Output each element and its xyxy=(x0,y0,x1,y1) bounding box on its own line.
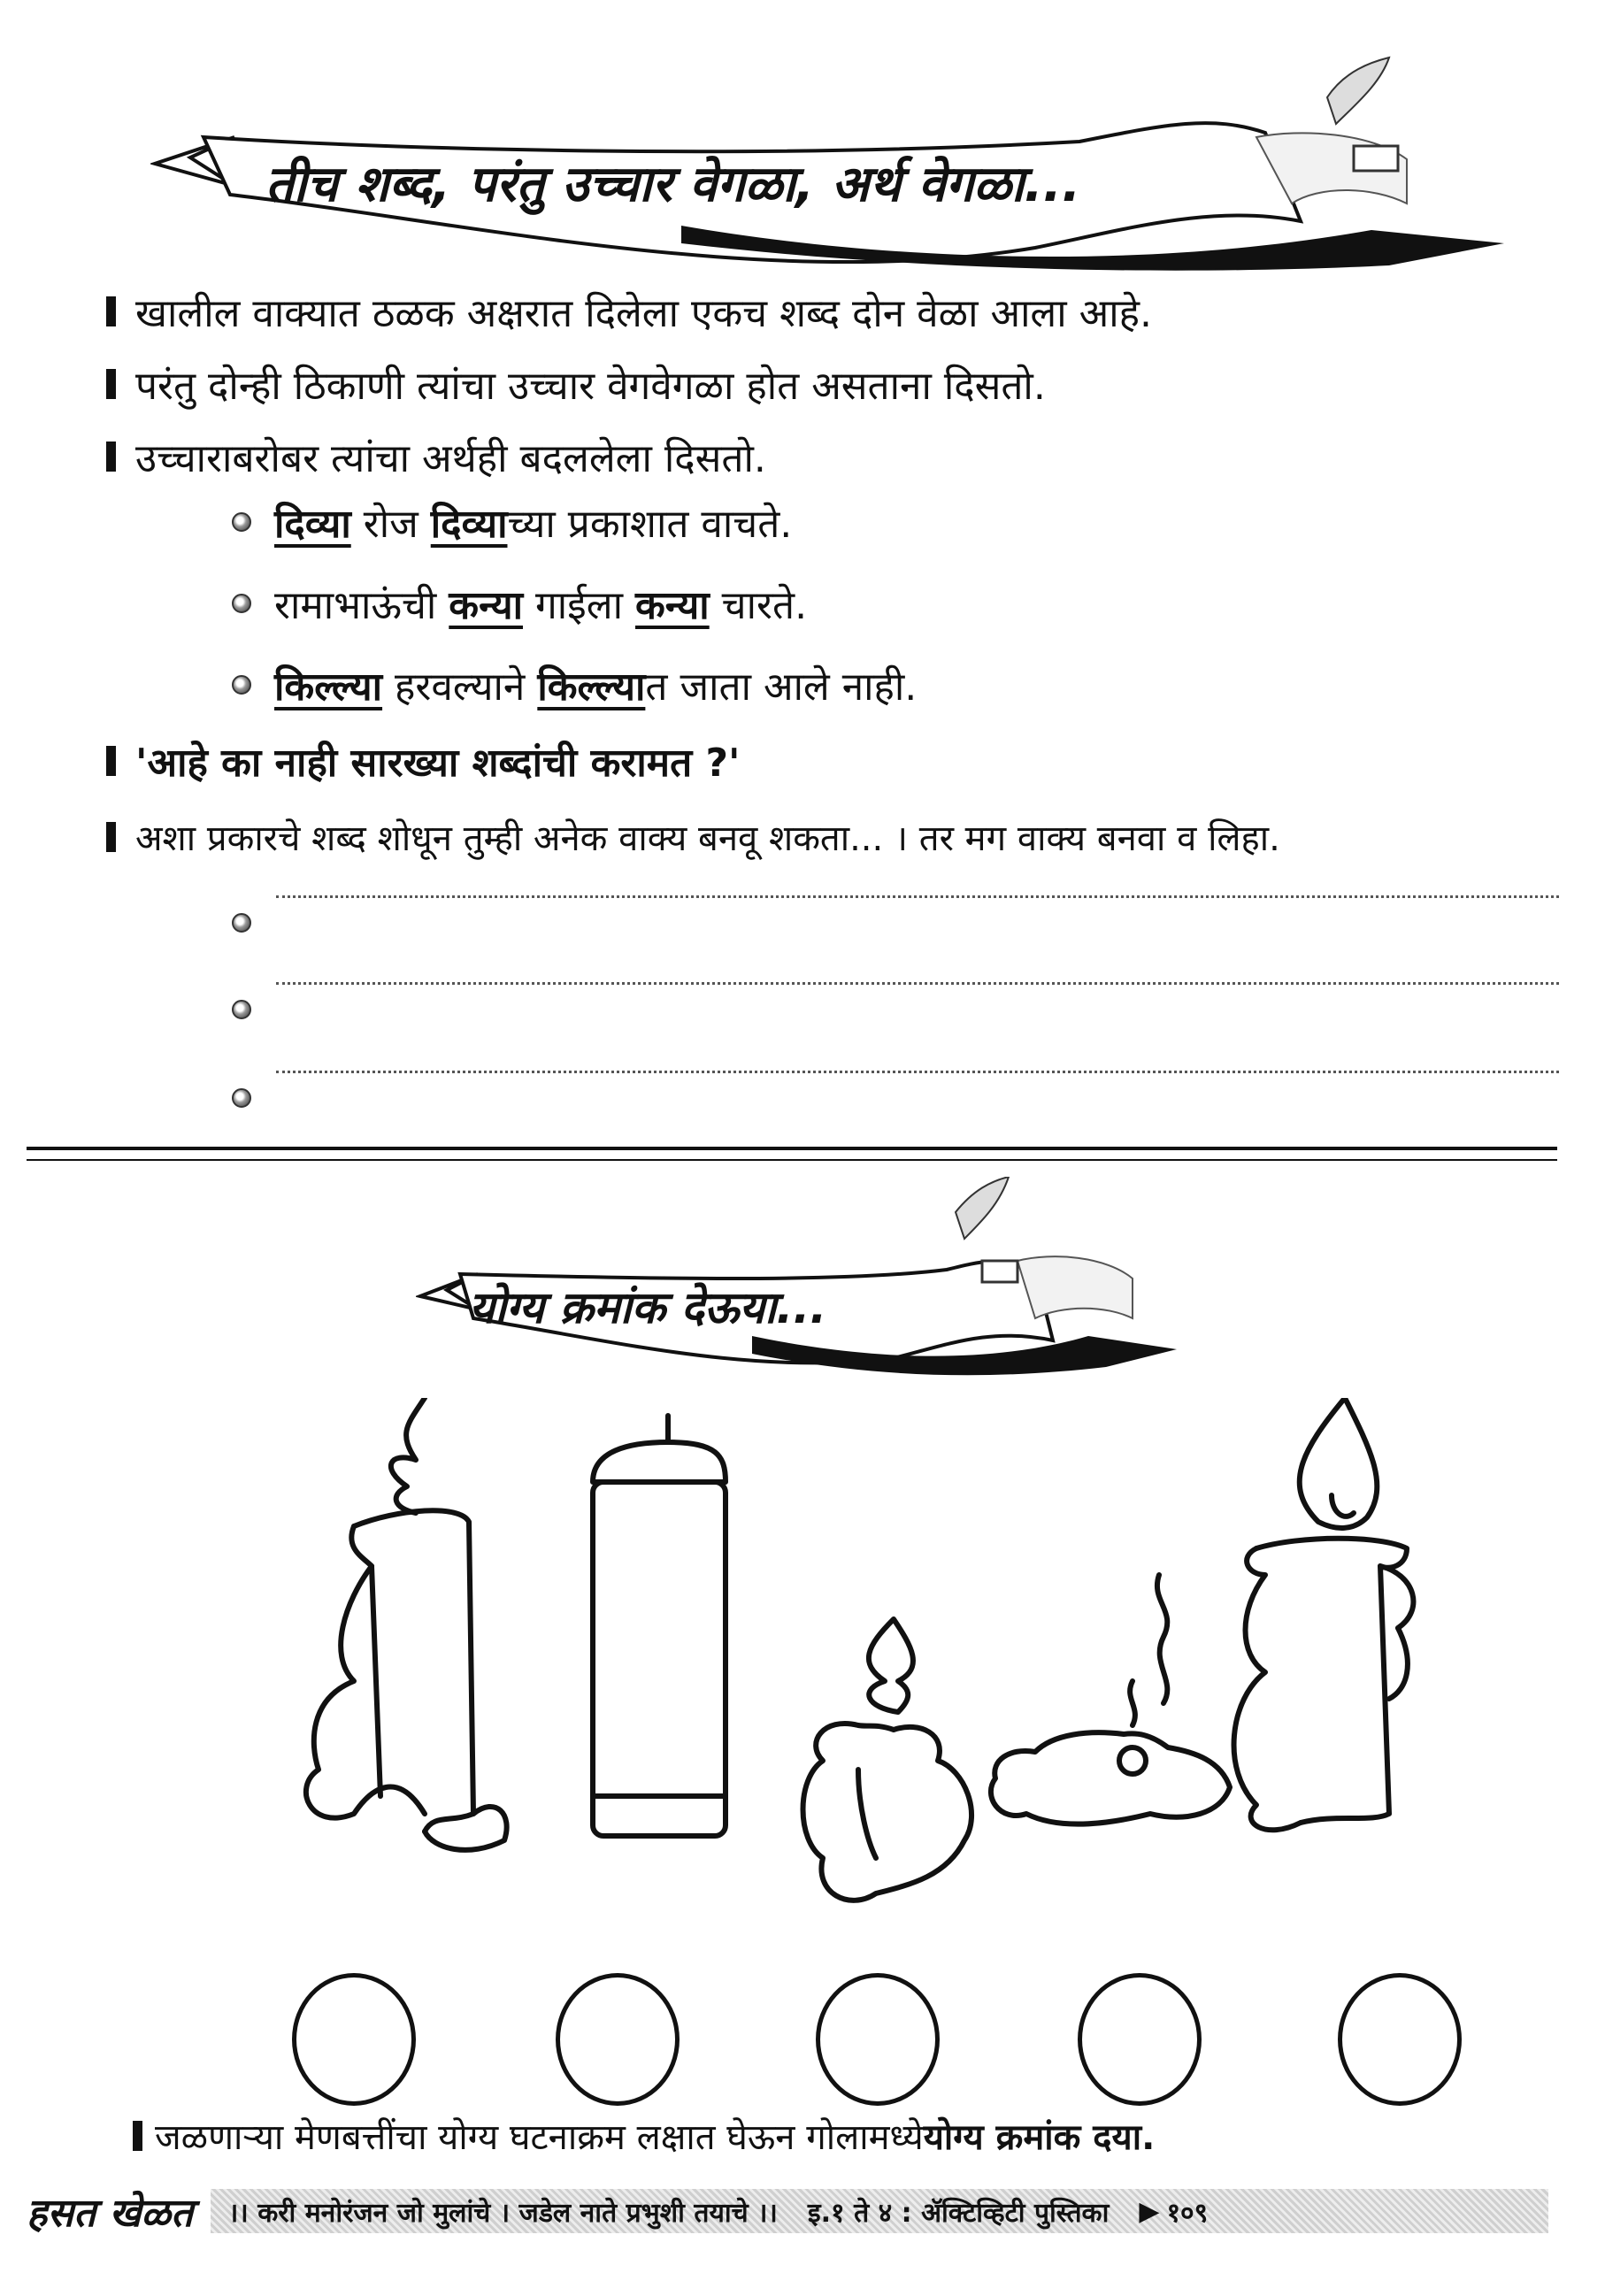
candle-stage-half-melted xyxy=(306,1398,507,1850)
answer-line-3[interactable] xyxy=(232,1071,1559,1124)
order-instruction: जळणाऱ्या मेणबत्तींचा योग्य घटनाक्रम लक्षात घेऊन गोलामध्ये योग्य क्रमांक दया. xyxy=(133,2111,1155,2160)
order-circle-4[interactable] xyxy=(1078,1973,1202,2106)
circle-bullet-icon xyxy=(232,594,251,613)
section-divider xyxy=(27,1147,1557,1150)
answer-line-2[interactable] xyxy=(232,982,1559,1035)
footer-strip xyxy=(211,2189,1548,2233)
candle-stage-burnt-out xyxy=(991,1575,1230,1824)
banner-1-title: तीच शब्द, परंतु उच्चार वेगळा, अर्थ वेगळा... xyxy=(265,156,1081,213)
answer-line-1[interactable] xyxy=(232,895,1559,948)
circle-bullet-icon xyxy=(232,913,251,933)
circle-bullet-icon xyxy=(232,1088,251,1108)
order-circle-1[interactable] xyxy=(292,1973,416,2106)
page-number: १०९ xyxy=(1166,2197,1209,2229)
example-2: रामाभाऊंची कन्या गाईला कन्या चारते. xyxy=(232,577,807,630)
quill-icon xyxy=(1327,58,1389,124)
candles-illustration xyxy=(239,1398,1504,1929)
footer-brand: हसत खेळत xyxy=(27,2191,194,2236)
candle-stage-lit-new xyxy=(1234,1398,1414,1830)
section-divider-thin xyxy=(27,1159,1557,1161)
footer-motto: ।। करी मनोरंजन जो मुलांचे । जडेल नाते प्रभुशी तयाचे ।। xyxy=(228,2197,778,2229)
order-circle-3[interactable] xyxy=(816,1973,940,2106)
rule-2: परंतु दोन्ही ठिकाणी त्यांचा उच्चार वेगवेगळा होत असताना दिसतो. xyxy=(106,357,1046,411)
footer-arrow-icon: ▶ xyxy=(1139,2195,1160,2227)
square-bullet-icon xyxy=(106,296,116,326)
square-bullet-icon xyxy=(106,369,116,399)
square-bullet-icon xyxy=(106,442,116,472)
example-1: दिव्या रोज दिव्या च्या प्रकाशात वाचते. xyxy=(232,495,792,549)
inkpot-icon xyxy=(982,1261,1018,1282)
rule-3: उच्चाराबरोबर त्यांचा अर्थही बदललेला दिसतो. xyxy=(106,430,766,483)
banner-2-title: योग्य क्रमांक देऊया... xyxy=(469,1282,827,1333)
order-circle-5[interactable] xyxy=(1338,1973,1462,2106)
square-bullet-icon xyxy=(106,746,116,776)
candle-stage-mostly-melted xyxy=(803,1619,972,1901)
quill-icon xyxy=(956,1177,1009,1239)
example-3: किल्ल्या हरवल्याने किल्ल्या त जाता आले नाही. xyxy=(232,658,917,711)
instruction-line: अशा प्रकारचे शब्द शोधून तुम्ही अनेक वाक्य बनवू शकता... । तर मग वाक्य बनवा व लिहा. xyxy=(106,812,1280,861)
banner-1 xyxy=(150,53,1531,274)
order-circle-2[interactable] xyxy=(556,1973,680,2106)
candle-stage-full xyxy=(593,1416,726,1836)
square-bullet-icon xyxy=(133,2121,142,2151)
rule-1: खालील वाक्यात ठळक अक्षरात दिलेला एकच शब्द दोन वेळा आला आहे. xyxy=(106,285,1152,338)
page-footer xyxy=(27,2185,1548,2237)
square-bullet-icon xyxy=(106,822,116,852)
banner-2 xyxy=(416,1177,1212,1380)
footer-series: इ.१ ते ४ : ॲक्टिव्हिटी पुस्तिका xyxy=(807,2197,1110,2229)
circle-bullet-icon xyxy=(232,675,251,695)
inkpot-icon xyxy=(1354,146,1398,171)
question-line: 'आहे का नाही सारख्या शब्दांची करामत ?' xyxy=(106,734,741,787)
circle-bullet-icon xyxy=(232,512,251,532)
circle-bullet-icon xyxy=(232,1000,251,1019)
